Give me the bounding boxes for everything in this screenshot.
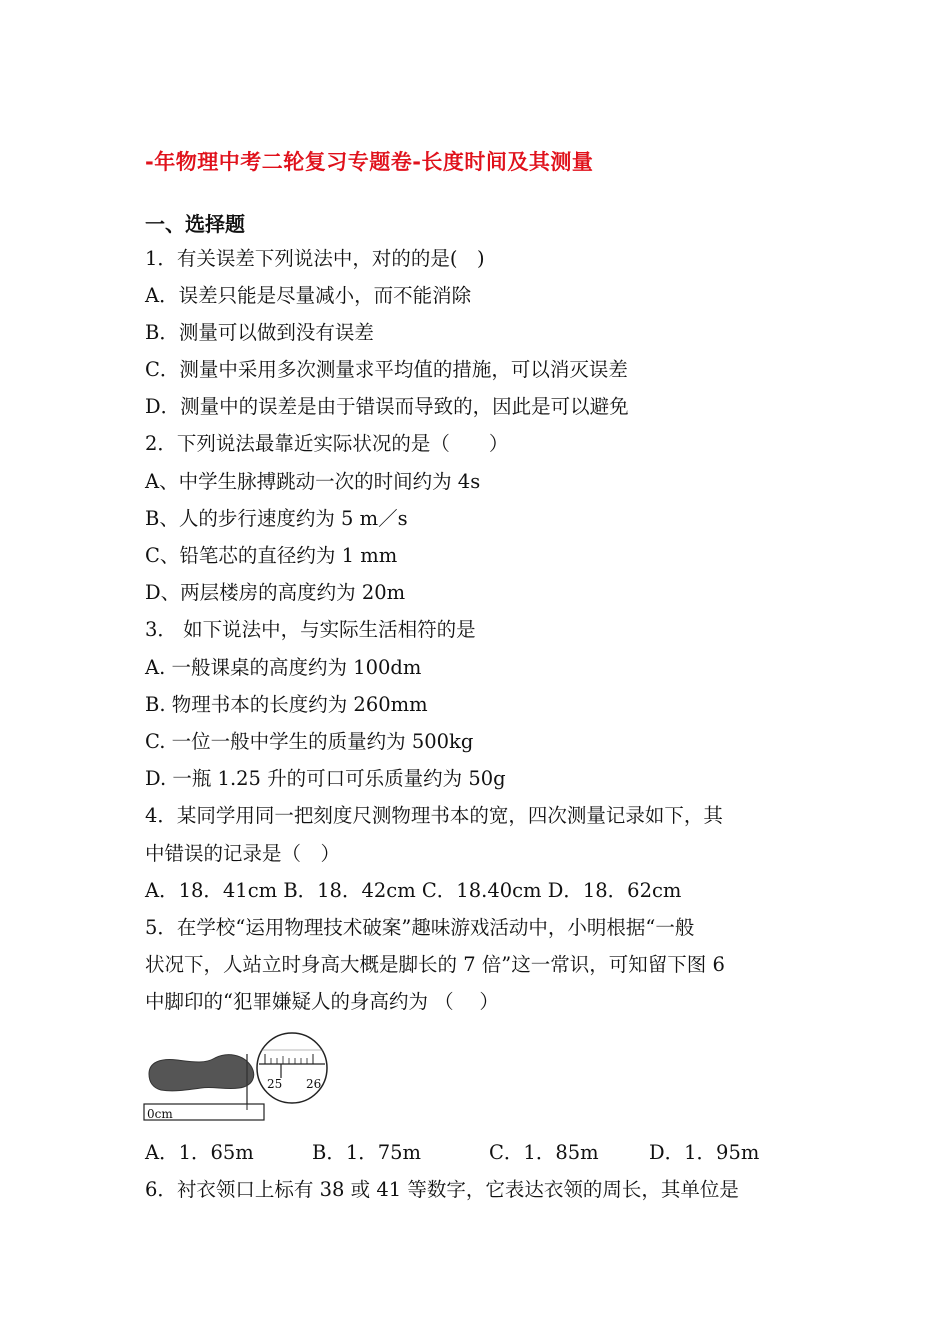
ruler-zero-label: 0cm: [147, 1107, 173, 1121]
q1-stem: 1．有关误差下列说法中，对的的是( ): [145, 247, 485, 270]
q3-option-b: B. 物理书本的长度约为 260mm: [145, 693, 428, 716]
q5-stem-line3: 中脚印的“犯罪嫌疑人的身高约为 （ ）: [145, 990, 499, 1013]
q5-options: [0, 1143, 950, 1167]
q2-option-b: B、人的步行速度约为 5 m／s: [145, 507, 408, 530]
q2-stem: 2．下列说法最靠近实际状况的是（ ）: [145, 432, 509, 455]
q3-stem: 3． 如下说法中，与实际生活相符的是: [145, 618, 476, 641]
q1-option-a: A．误差只能是尽量减小，而不能消除: [145, 284, 472, 307]
q1-option-c: C．测量中采用多次测量求平均值的措施，可以消灭误差: [145, 358, 628, 381]
q2-option-a: A、中学生脉搏跳动一次的时间约为 4s: [145, 470, 481, 493]
q5-option-b: B．1．75m: [312, 1141, 422, 1164]
q3-option-c: C. 一位一般中学生的质量约为 500kg: [145, 730, 474, 753]
q5-option-c: C．1．85m: [489, 1141, 599, 1164]
q3-option-a: A. 一般课桌的高度约为 100dm: [145, 656, 422, 679]
q2-option-d: D、两层楼房的高度约为 20m: [145, 581, 406, 604]
q3-option-d: D. 一瓶 1.25 升的可口可乐质量约为 50g: [145, 767, 506, 790]
magnifier-circle: [257, 1033, 327, 1103]
q4-stem-line2: 中错误的记录是（ ）: [145, 842, 341, 865]
q6-stem: 6．衬衣领口上标有 38 或 41 等数字，它表达衣领的周长，其单位是: [145, 1178, 739, 1201]
q2-option-c: C、铅笔芯的直径约为 1 mm: [145, 544, 398, 567]
q5-option-d: D．1．95m: [649, 1141, 760, 1164]
q5-option-a: A．1．65m: [145, 1141, 254, 1164]
footprint-ruler-figure: [143, 1026, 333, 1126]
q5-stem-line1: 5．在学校“运用物理技术破案”趣味游戏活动中，小明根据“一般: [145, 916, 695, 939]
q1-option-d: D．测量中的误差是由于错误而导致的，因此是可以避免: [145, 395, 629, 418]
document-title: -年物理中考二轮复习专题卷-长度时间及其测量: [145, 150, 594, 174]
q5-stem-line2: 状况下，人站立时身高大概是脚长的 7 倍”这一常识，可知留下图 6: [145, 953, 725, 976]
footprint-shape: [149, 1055, 254, 1091]
section-heading: 一、选择题: [145, 212, 245, 236]
tick-label-26: 26: [306, 1077, 322, 1091]
tick-label-25: 25: [267, 1077, 283, 1091]
q4-stem-line1: 4．某同学用同一把刻度尺测物理书本的宽，四次测量记录如下，其: [145, 804, 723, 827]
q1-option-b: B．测量可以做到没有误差: [145, 321, 374, 344]
q4-options: A．18．41cm B．18．42cm C．18.40cm D．18．62cm: [145, 879, 682, 902]
